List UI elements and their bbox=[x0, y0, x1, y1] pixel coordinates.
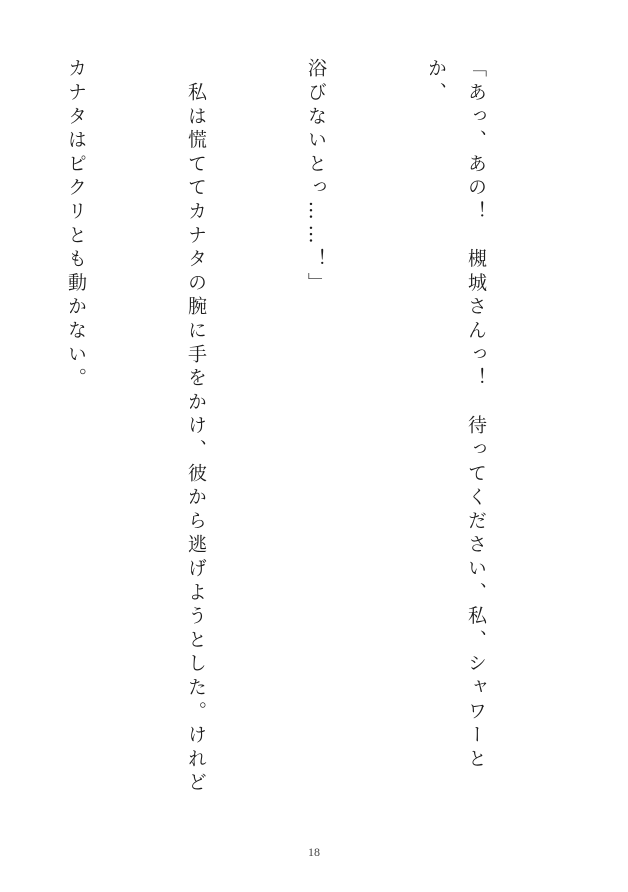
text-line: 「あっ、あの！ 槻城さんっ！ 待ってください、私、シャワーとか、 bbox=[425, 58, 487, 772]
vertical-text-body bbox=[0, 58, 576, 818]
text-line: 私は慌ててカナタの腕に手をかけ、彼から逃げようとした。けれど bbox=[185, 58, 207, 796]
text-line: 浴びないとっ……！」 bbox=[305, 58, 327, 296]
page-number: 18 bbox=[308, 845, 320, 859]
text-line: カナタはピクリとも動かない。 bbox=[65, 58, 87, 392]
